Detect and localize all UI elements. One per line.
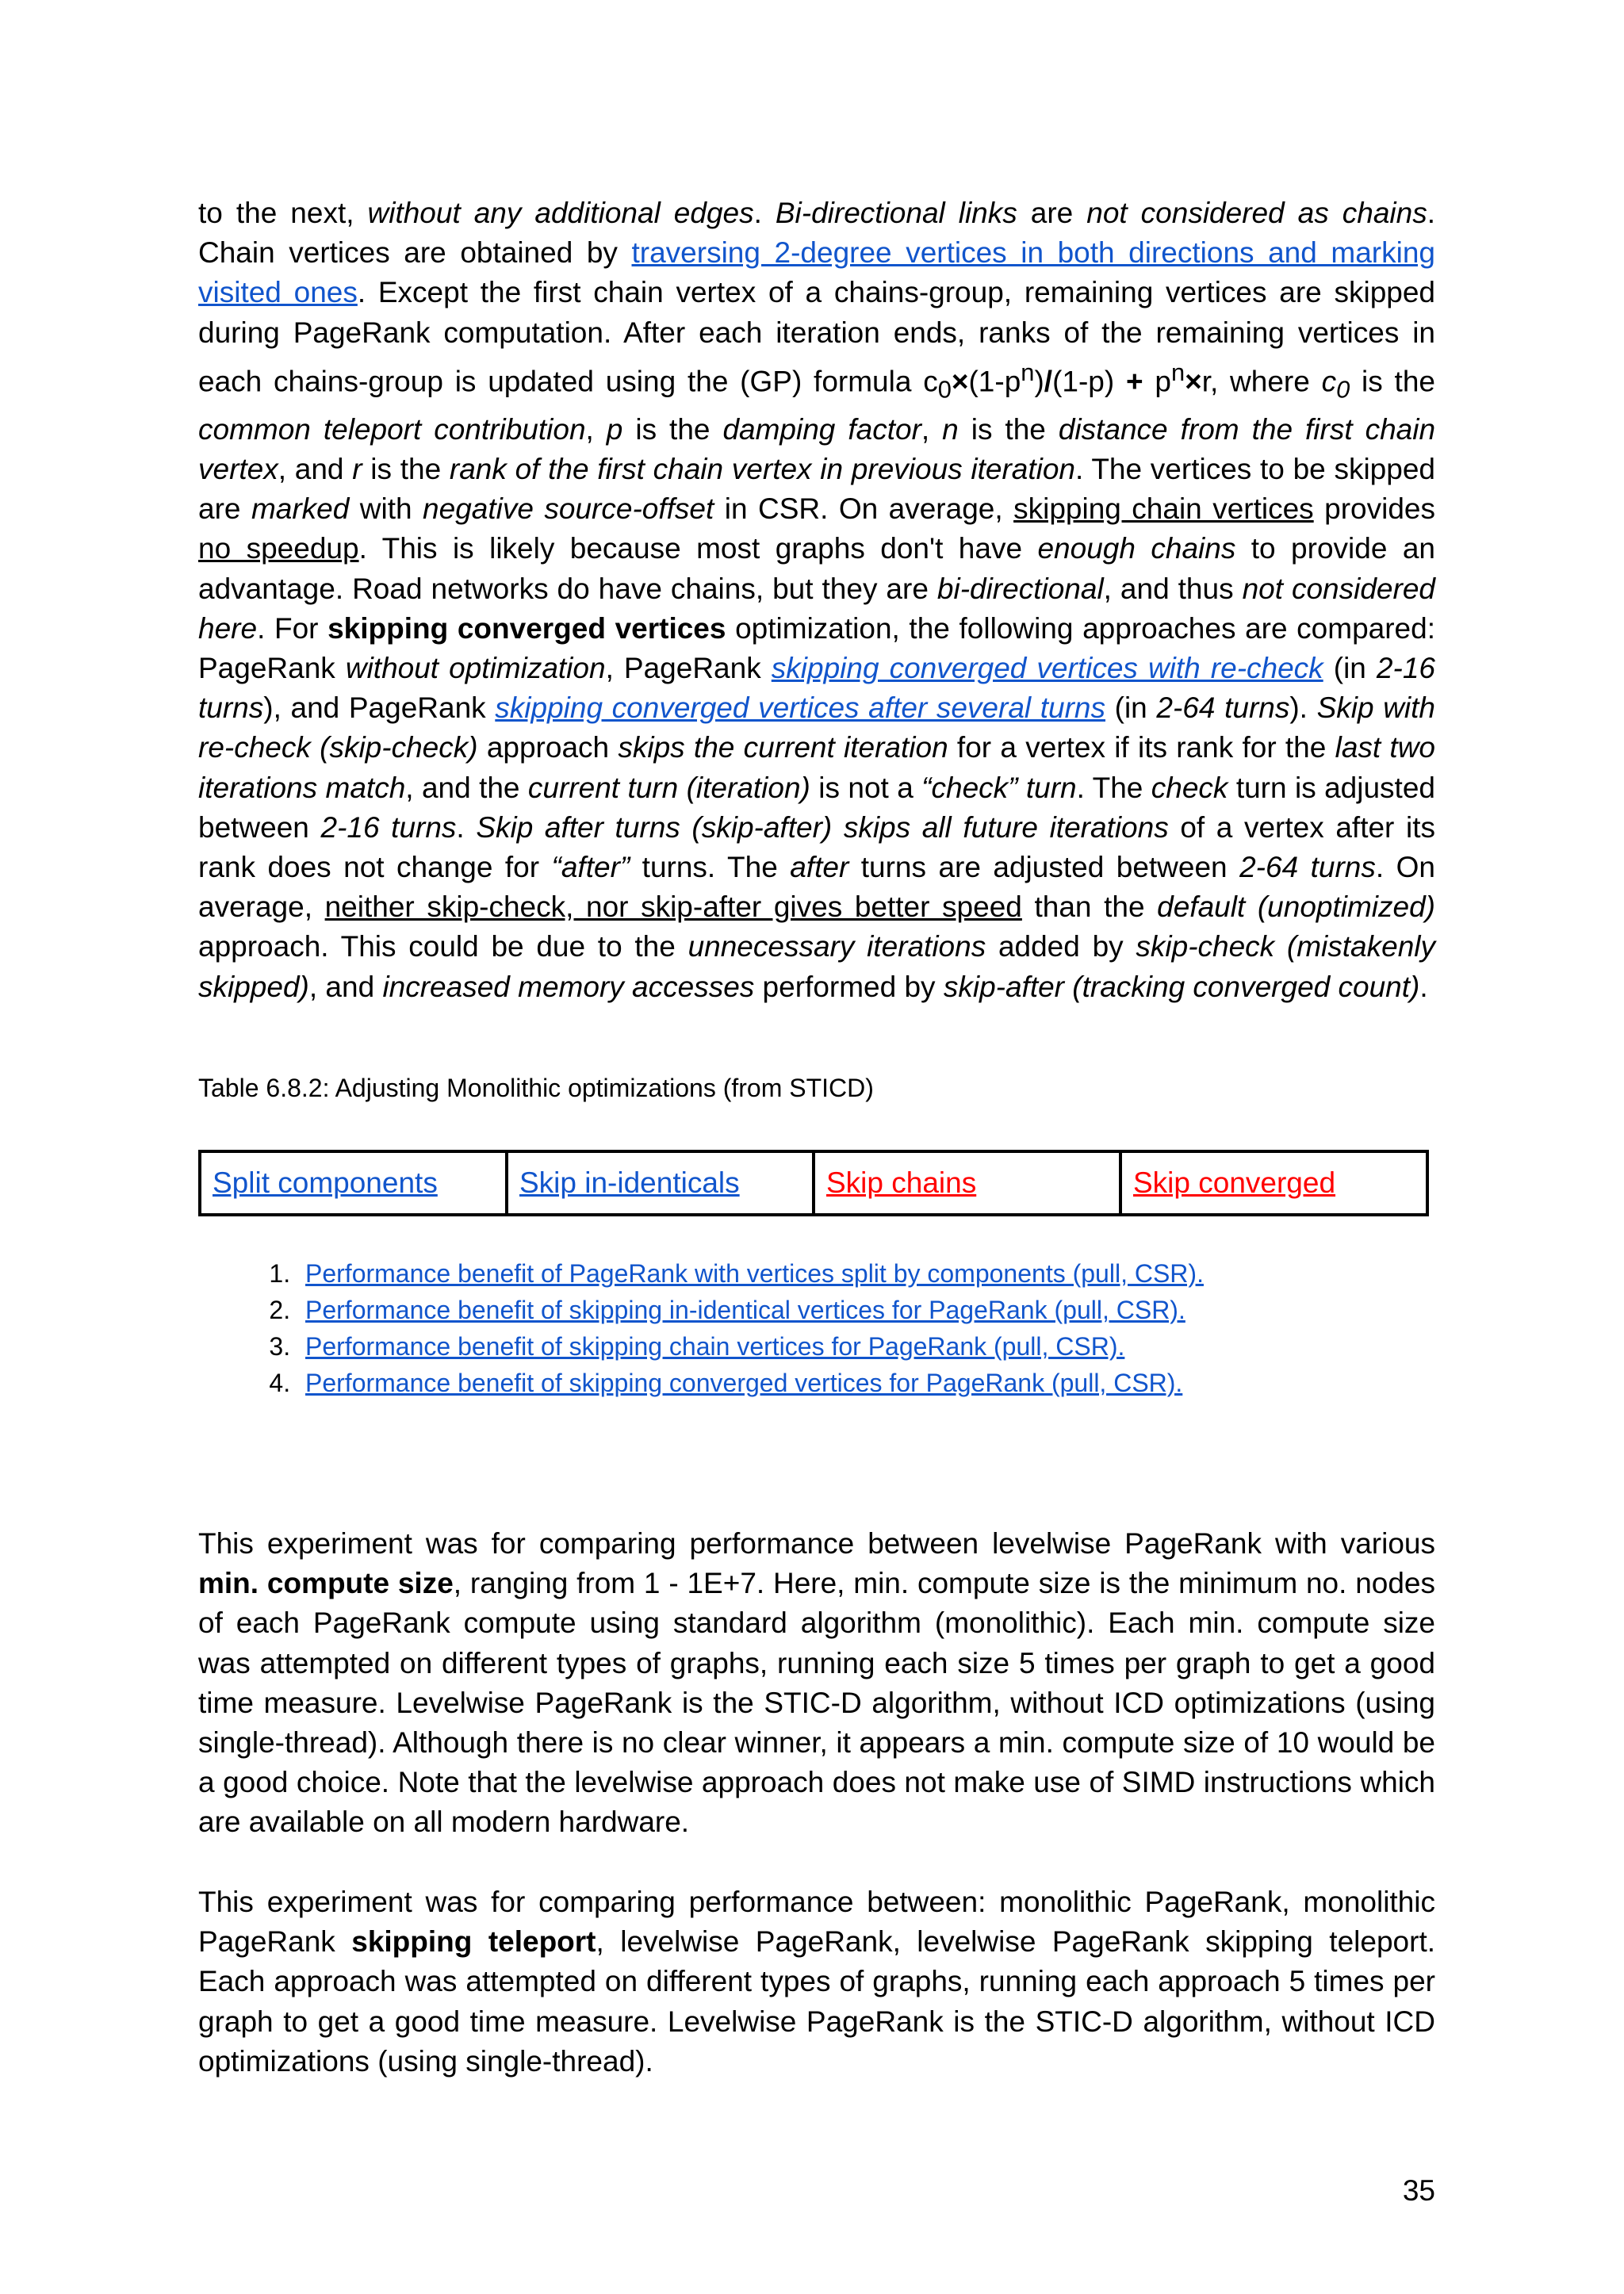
text-underlined: skipping chain vertices [1013, 492, 1314, 526]
reference-list [198, 1255, 1431, 1401]
table-cell [1120, 1151, 1427, 1215]
table-cell [507, 1151, 814, 1215]
text-italic: 2-16 turns [320, 810, 457, 844]
text: . This is likely because most graphs don't have [358, 532, 1038, 565]
text-italic: last two iterations match [198, 731, 1436, 804]
text-bold: min. compute size [198, 1567, 454, 1600]
formula-superscript: n [1170, 358, 1185, 386]
text: performed by [754, 970, 944, 1003]
formula-part: ) [1034, 365, 1044, 398]
link-skip-converged-recheck[interactable]: skipping converged vertices with re-check [771, 651, 1323, 684]
text: This experiment was for comparing performance between levelwise PageRank with various [198, 1527, 1435, 1560]
text-bold: skipping converged vertices [327, 611, 726, 645]
paragraph-skipping-teleport [198, 1882, 1435, 2081]
list-item [297, 1255, 1431, 1292]
formula-divide: / [1044, 365, 1053, 398]
text-italic: 2-64 turns [1156, 691, 1290, 725]
text-underlined: neither skip-check, nor skip-after gives better speed [324, 890, 1022, 924]
text: provides [1313, 492, 1435, 526]
text: . [1419, 970, 1428, 1003]
formula-subscript: 0 [937, 375, 952, 404]
text: . Except the first chain vertex of a chains-group, remaining vertices are skipped during PageRank computation. After each iteration ends, ranks of the remaining vertices in each chains-group is updated using the (GP) formula c [198, 276, 1435, 398]
text: r, where [1201, 365, 1322, 398]
body-text-block-3 [198, 1882, 1435, 2081]
text-italic: Skip after turns (skip-after) skips all future iterations [476, 810, 1169, 844]
text-italic: damping factor [722, 412, 921, 446]
text-underlined: no speedup [198, 532, 359, 565]
text: , and the [405, 771, 528, 804]
text: , and thus [1103, 572, 1243, 605]
text: , [585, 412, 607, 446]
text-italic: not considered as chains [1086, 197, 1427, 229]
text: to provide an advantage. Road networks do have chains, but they are [198, 532, 1435, 605]
text-italic-subscript: 0 [1336, 375, 1350, 404]
text-italic: n [942, 412, 959, 446]
table-cell [200, 1151, 507, 1215]
list-item [297, 1328, 1431, 1365]
text: with [349, 492, 423, 526]
text-italic: c [1321, 365, 1337, 398]
text-italic: rank of the first chain vertex in previous iteration [449, 452, 1075, 485]
text-italic: 2-16 turns [198, 651, 1435, 725]
page-number: 35 [1402, 2174, 1435, 2207]
list-item [297, 1292, 1431, 1328]
formula-superscript: n [1021, 358, 1035, 386]
text: . Chain vertices are obtained by [198, 197, 1435, 270]
text-italic: unnecessary iterations [688, 930, 986, 963]
text-italic: distance from the first chain vertex [198, 412, 1436, 485]
text: approach. This could be due to the [198, 930, 688, 963]
text: , and [308, 970, 383, 1003]
text: in CSR. On average, [714, 492, 1014, 526]
text: ). [1289, 691, 1317, 725]
text: is the [958, 412, 1059, 446]
paragraph-chains-and-converged [198, 193, 1435, 1007]
text-bold: skipping teleport [351, 1925, 596, 1959]
text-italic: Bi-directional links [775, 197, 1017, 229]
text: for a vertex if its rank for the [948, 731, 1335, 764]
text-italic: current turn (iteration) [527, 771, 810, 804]
text-italic: common teleport contribution [198, 412, 586, 446]
text: is the [362, 452, 450, 485]
text-italic: 2-64 turns [1239, 850, 1376, 883]
text-italic: without optimization [345, 651, 606, 684]
text: ), and PageRank [263, 691, 496, 725]
link-skip-in-identicals[interactable]: Skip in-identicals [519, 1166, 740, 1199]
text: , levelwise PageRank, levelwise PageRank skipping teleport. Each approach was attempted on different types of graphs, running each approach 5 times per graph to get a good time measure. Levelwise PageRank is the STIC-D algorithm, without ICD optimizations (using single-thread). [198, 1925, 1436, 2078]
text: , and [278, 452, 353, 485]
text-italic: after [790, 850, 849, 883]
ref-link-skip-chains[interactable]: Performance benefit of skipping chain vertices for PageRank (pull, CSR). [305, 1332, 1125, 1361]
optimization-links-table [198, 1150, 1429, 1216]
text: (in [1323, 651, 1377, 684]
formula-part: p [1143, 365, 1171, 398]
table-row [200, 1151, 1427, 1215]
text: to the next, [198, 197, 368, 229]
text: optimization, the following approaches are compared: PageRank [198, 611, 1435, 684]
body-text-block-1 [198, 193, 1435, 1007]
text: of a vertex after its rank does not change for [198, 810, 1435, 883]
text-italic: negative source-offset [423, 492, 714, 526]
link-skip-chains[interactable]: Skip chains [826, 1166, 977, 1199]
text: than the [1021, 890, 1158, 924]
text-italic: “check” turn [921, 771, 1077, 804]
text-italic: r [352, 452, 362, 485]
text: turns. The [630, 850, 791, 883]
body-text-block-2 [198, 1524, 1435, 1843]
text-italic: skip-check (mistakenly skipped) [198, 930, 1435, 1003]
text: . The [1076, 771, 1151, 804]
text-italic: enough chains [1037, 532, 1236, 565]
text: turn is adjusted between [198, 771, 1435, 844]
text-italic: marked [251, 492, 350, 526]
text: added by [986, 930, 1136, 963]
formula-plus: + [1125, 365, 1143, 398]
ref-link-skip-in-identicals[interactable]: Performance benefit of skipping in-identical vertices for PageRank (pull, CSR). [305, 1296, 1185, 1324]
link-traversing-2-degree-vertices[interactable]: traversing 2-degree vertices in both directions and marking visited ones [198, 236, 1435, 309]
text-italic: not considered here [198, 572, 1435, 645]
text-italic: skip-after (tracking converged count) [943, 970, 1420, 1003]
link-skip-converged-after-turns[interactable]: skipping converged vertices after several turns [495, 691, 1106, 725]
text-italic: skips the current iteration [618, 731, 948, 764]
text: (in [1105, 691, 1157, 725]
text: are [1017, 197, 1087, 229]
text-italic: “after” [551, 850, 630, 883]
text: . [753, 197, 776, 229]
list-item [297, 1365, 1431, 1401]
ref-link-split-components[interactable]: Performance benefit of PageRank with vertices split by components (pull, CSR). [305, 1259, 1204, 1288]
text-italic: default (unoptimized) [1157, 890, 1436, 924]
text-italic: increased memory accesses [382, 970, 755, 1003]
text: . On average, [198, 850, 1435, 924]
ref-link-skip-converged[interactable]: Performance benefit of skipping converged vertices for PageRank (pull, CSR). [305, 1369, 1183, 1397]
link-split-components[interactable]: Split components [213, 1166, 438, 1199]
text-italic: without any additional edges [367, 197, 754, 229]
table-caption: Table 6.8.2: Adjusting Monolithic optimizations (from STICD) [198, 1074, 874, 1102]
text: approach [477, 731, 619, 764]
text-italic: bi-directional [936, 572, 1104, 605]
table-cell [814, 1151, 1120, 1215]
paragraph-min-compute-size [198, 1524, 1435, 1843]
text: turns are adjusted between [848, 850, 1240, 883]
formula-times: × [1185, 365, 1202, 398]
text: . The vertices to be skipped are [198, 452, 1435, 526]
text: is the [1350, 365, 1435, 398]
text: . For [257, 611, 328, 645]
text-italic: p [606, 412, 623, 446]
text-italic: check [1151, 771, 1228, 804]
formula-part: (1-p) [1052, 365, 1126, 398]
text: , ranging from 1 - 1E+7. Here, min. compute size is the minimum no. nodes of each PageRank compute using standard algorithm (monolithic). Each min. compute size was attempted on different types of graphs, running each size 5 times per graph to get a good time measure. Levelwise PageRank is the STIC-D algorithm, without ICD optimizations (using single-thread). Although there is no clear winner, it appears a min. compute size of 10 would be a good choice. Note that the levelwise approach does not make use of SIMD instructions which are available on all modern hardware. [198, 1567, 1435, 1839]
formula-part: (1-p [968, 365, 1021, 398]
text-italic: Skip with re-check (skip-check) [198, 691, 1435, 764]
link-skip-converged[interactable]: Skip converged [1133, 1166, 1336, 1199]
text: This experiment was for comparing performance between: monolithic PageRank, monolithic PageRank [198, 1886, 1435, 1959]
text: . [456, 810, 477, 844]
text: is the [622, 412, 723, 446]
text: , [921, 412, 943, 446]
text: , PageRank [605, 651, 772, 684]
formula-times: × [951, 365, 969, 398]
text: is not a [810, 771, 922, 804]
